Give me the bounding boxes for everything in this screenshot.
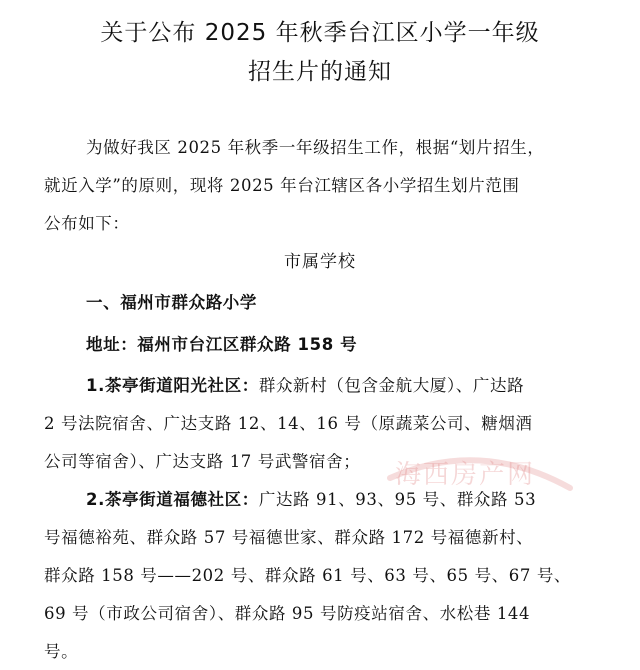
zone-2-label: 2.茶亭街道福德社区： (86, 490, 259, 509)
zone-2-text: 广达路 91、93、95 号、群众路 53 (258, 490, 537, 509)
school-name: 一、福州市群众路小学 (86, 293, 257, 312)
zone-1-line-2: 2 号法院宿舍、广达支路 12、14、16 号（原蔬菜公司、糖烟酒 (44, 414, 533, 433)
intro-line-3: 公布如下： (44, 214, 130, 233)
watermark-text: 海西房产网 (395, 460, 536, 490)
zone-2-line-3: 群众路 158 号——202 号、群众路 61 号、63 号、65 号、67 号、 (44, 566, 572, 585)
intro-line-1: 为做好我区 2025 年秋季一年级招生工作，根据“划片招生， (86, 138, 545, 157)
zone-1-label: 1.茶亭街道阳光社区： (86, 376, 259, 395)
intro-line-2: 就近入学”的原则，现将 2025 年台江辖区各小学招生划片范围 (44, 176, 520, 195)
school-address: 地址：福州市台江区群众路 158 号 (86, 335, 358, 354)
title-line-1: 关于公布 2025 年秋季台江区小学一年级 (100, 20, 540, 46)
zone-1-text: 群众新村（包含金航大厦）、广达路 (258, 376, 525, 395)
zone-2-line-5: 号。 (44, 642, 79, 661)
zone-2-line-2: 号福德裕苑、群众路 57 号福德世家、群众路 172 号福德新村、 (44, 528, 534, 547)
zone-1-first-line (86, 372, 606, 396)
section-heading: 市属学校 (284, 252, 356, 272)
zone-2-line-4: 69 号（市政公司宿舍）、群众路 95 号防疫站宿舍、水松巷 144 (44, 604, 531, 623)
title-line-2: 招生片的通知 (248, 59, 392, 85)
zone-1-line-3: 公司等宿舍）、广达支路 17 号武警宿舍； (44, 452, 361, 471)
